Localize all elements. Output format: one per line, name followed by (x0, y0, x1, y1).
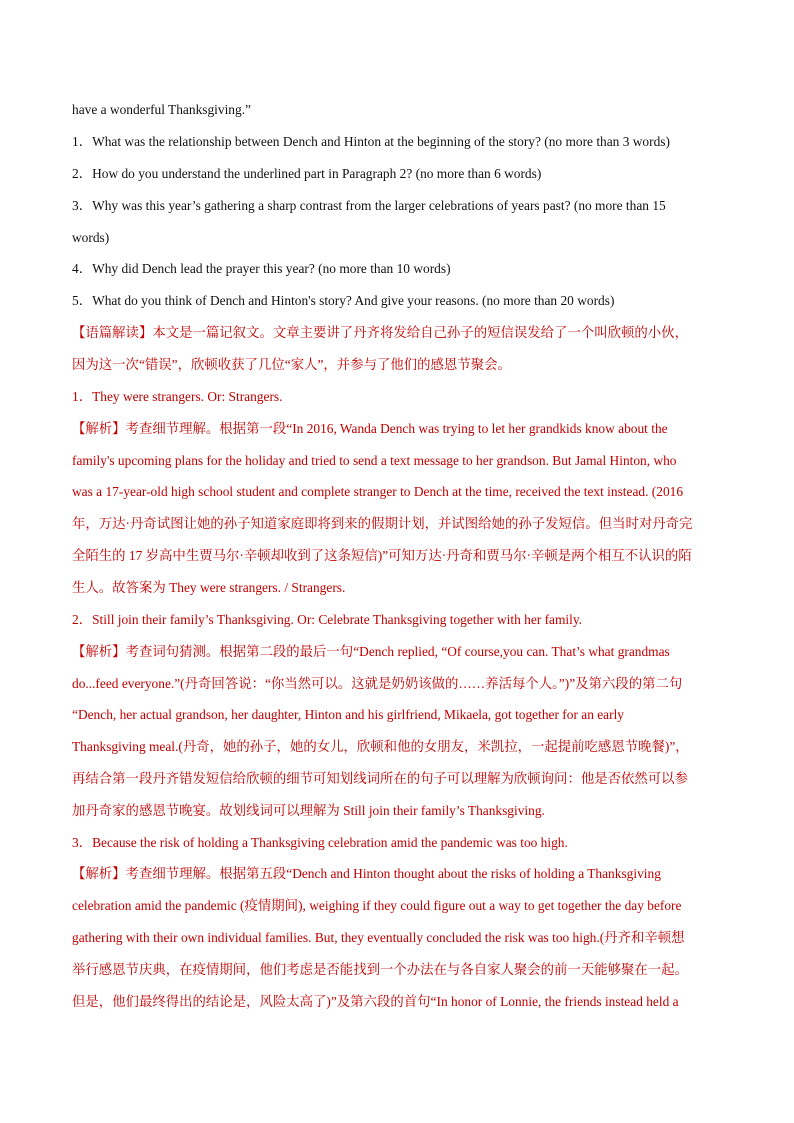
question-2: 2．How do you understand the underlined part in Paragraph 2? (no more than 6 words) (72, 166, 542, 181)
analysis-2-line: “Dench, her actual grandson, her daughter, Hinton and his girlfriend, Mikaela, got together for an early (72, 707, 625, 722)
passage-summary: 【语篇解读】本文是一篇记叙文。文章主要讲了丹齐将发给自己孙子的短信误发给了一个叫欣顿的小伙， (72, 325, 688, 340)
question-4: 4．Why did Dench lead the prayer this year? (no more than 10 words) (72, 261, 451, 276)
answer-1: 1．They were strangers. Or: Strangers. (72, 389, 283, 404)
analysis-1-line: was a 17-year-old high school student and complete stranger to Dench at the time, received the text instead. (2016 (72, 484, 684, 499)
analysis-3-line: 举行感恩节庆典，在疫情期间，他们考虑是否能找到一个办法在与各自家人聚会的前一天能够聚在一起。 (72, 962, 688, 977)
question-3-continued: words) (72, 230, 110, 245)
question-5: 5．What do you think of Dench and Hinton's story? And give your reasons. (no more than 20 words) (72, 293, 615, 308)
analysis-2-line: do...feed everyone.”(丹奇回答说：“你当然可以。这就是奶奶该做的……养活每个人。”)”及第六段的第二句 (72, 676, 683, 691)
answer-2: 2．Still join their family’s Thanksgiving. Or: Celebrate Thanksgiving together with her family. (72, 612, 582, 627)
analysis-1-line: family's upcoming plans for the holiday and tried to send a text message to her grandson. But Jamal Hinton, who (72, 453, 677, 468)
analysis-1: 【解析】考查细节理解。根据第一段“In 2016, Wanda Dench was trying to let her grandkids know about the (72, 421, 668, 436)
analysis-2-line: 加丹奇家的感恩节晚宴。故划线词可以理解为 Still join their family’s Thanksgiving. (72, 803, 545, 818)
paragraph-line: have a wonderful Thanksgiving.” (72, 102, 251, 117)
passage-summary-continued: 因为这一次“错误”，欣顿收获了几位“家人”，并参与了他们的感恩节聚会。 (72, 357, 511, 372)
analysis-2: 【解析】考查词句猜测。根据第二段的最后一句“Dench replied, “Of course,you can. That’s what grandmas (72, 644, 670, 659)
question-1: 1．What was the relationship between Dench and Hinton at the beginning of the story? (no more than 3 words) (72, 134, 670, 149)
analysis-2-line: 再结合第一段丹齐错发短信给欣顿的细节可知划线词所在的句子可以理解为欣顿询问：他是否依然可以参 (72, 771, 688, 786)
analysis-3: 【解析】考查细节理解。根据第五段“Dench and Hinton thought about the risks of holding a Thanksgiving (72, 866, 661, 881)
analysis-2-line: Thanksgiving meal.(丹奇，她的孙子，她的女儿，欣顿和他的女朋友，米凯拉，一起提前吃感恩节晚餐)”， (72, 739, 689, 754)
analysis-1-line: 全陌生的 17 岁高中生贾马尔·辛顿却收到了这条短信)”可知万达·丹奇和贾马尔·辛顿是两个相互不认识的陌 (72, 548, 692, 563)
analysis-1-line: 生人。故答案为 They were strangers. / Strangers. (72, 580, 346, 595)
analysis-3-line: 但是，他们最终得出的结论是，风险太高了)”及第六段的首句“In honor of Lonnie, the friends instead held a (72, 994, 679, 1009)
question-3: 3．Why was this year’s gathering a sharp contrast from the larger celebrations of years past? (no more than 15 (72, 198, 666, 213)
analysis-1-line: 年，万达·丹奇试图让她的孙子知道家庭即将到来的假期计划，并试图给她的孙子发短信。但当时对丹奇完 (72, 516, 693, 531)
answer-3: 3．Because the risk of holding a Thanksgiving celebration amid the pandemic was too high. (72, 835, 568, 850)
analysis-3-line: celebration amid the pandemic (疫情期间), weighing if they could figure out a way to get together the day before (72, 898, 682, 913)
analysis-3-line: gathering with their own individual families. But, they eventually concluded the risk was too high.(丹齐和辛顿想 (72, 930, 685, 945)
